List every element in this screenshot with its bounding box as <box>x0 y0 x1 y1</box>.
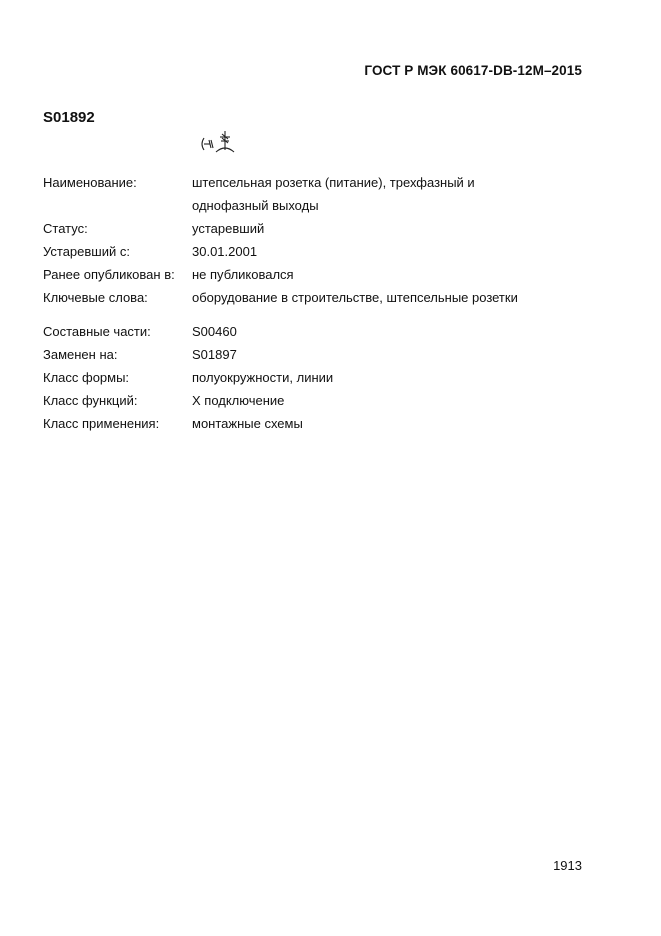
property-value: S01897 <box>192 347 237 362</box>
properties-table <box>43 171 603 435</box>
property-row-shape-class <box>43 366 603 389</box>
property-value: устаревший <box>192 221 265 236</box>
property-value: полуокружности, линии <box>192 370 334 385</box>
property-row-previously-published <box>43 263 603 286</box>
property-value: S00460 <box>192 324 237 339</box>
property-label: Класс применения: <box>43 416 160 431</box>
property-label: Ключевые слова: <box>43 290 148 305</box>
property-label: Статус: <box>43 221 88 236</box>
property-value: оборудование в строительстве, штепсельные розетки <box>192 290 518 305</box>
property-label: Заменен на: <box>43 347 118 362</box>
property-value: 30.01.2001 <box>192 244 258 259</box>
section-gap <box>43 309 603 320</box>
property-value-line: однофазный выходы <box>192 198 319 213</box>
property-label: Ранее опубликован в: <box>43 267 175 282</box>
property-value: X подключение <box>192 393 285 408</box>
property-label: Составные части: <box>43 324 151 339</box>
property-label: Наименование: <box>43 175 137 190</box>
property-row-name <box>43 171 603 217</box>
power-socket-symbol-icon <box>198 128 240 156</box>
property-row-replaced-by <box>43 343 603 366</box>
property-row-application-class <box>43 412 603 435</box>
property-row-components <box>43 320 603 343</box>
property-value-line: штепсельная розетка (питание), трехфазный и <box>192 175 475 190</box>
page-number: 1913 <box>553 858 582 873</box>
property-row-status <box>43 217 603 240</box>
property-row-obsolete-since <box>43 240 603 263</box>
property-value: монтажные схемы <box>192 416 303 431</box>
property-value <box>192 171 603 217</box>
symbol-id: S01892 <box>43 109 95 126</box>
property-label: Устаревший с: <box>43 244 130 259</box>
property-value: не публиковался <box>192 267 294 282</box>
property-label: Класс функций: <box>43 393 138 408</box>
property-row-function-class <box>43 389 603 412</box>
standard-code: ГОСТ Р МЭК 60617-DB-12M–2015 <box>364 63 582 78</box>
property-row-keywords <box>43 286 603 309</box>
property-label: Класс формы: <box>43 370 130 385</box>
